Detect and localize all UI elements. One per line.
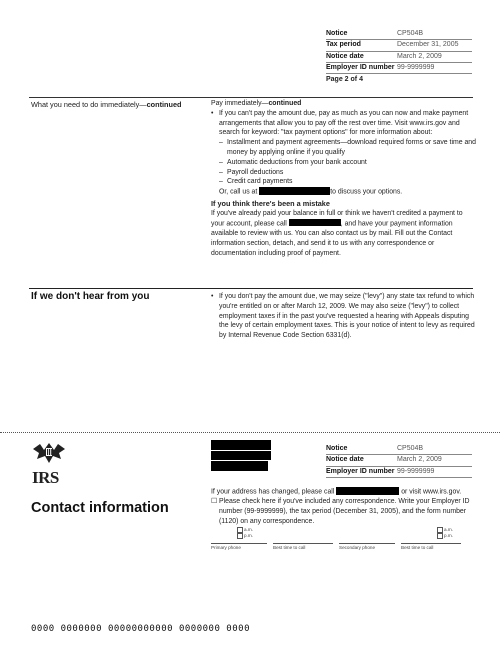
bullet-item: • If you don't pay the amount due, we may seize ("levy") any state tax refund to which you're entitled on or after March 12, 2009. We may also seize ("levy") to collect employment taxes if in the past you've requested a hearing with Appeals disputing the levy of certain employment taxes. This is your notice of intent to levy as required by Internal Revenue Code Section 6331(d). [211,293,475,340]
logo-text: IRS [32,468,59,487]
best-time-field[interactable] [401,535,461,544]
field-label: Best time to call [273,545,306,550]
section-heading: Pay immediately—continued [211,100,302,107]
redacted-address-line [211,440,271,450]
no-response-block [211,292,476,341]
best-time-field[interactable] [273,535,333,544]
bullet-item: • If you can't pay the amount due, pay as much as you can now and make payment arrangements that allow you to pay off the rest over time. Visit www.irs.gov and search for keyword: "tax payment options" for more information about: [211,109,469,137]
payment-options-list [219,138,476,197]
ampm-selector: a.m. p.m. [437,527,453,539]
secondary-phone-field[interactable] [339,535,395,544]
checkbox-icon[interactable]: ☐ [211,498,218,506]
list-item: – Installment and payment agreements—download required forms or save time and money by applying online if you qualify [219,139,476,156]
phone-fields [211,525,476,551]
section-label: If we don't hear from you [31,291,150,302]
list-item: – Credit card payments [219,178,293,186]
list-item: – Payroll deductions [219,168,284,176]
call-line: Or, call us at to discuss your options. [219,188,403,196]
redacted-phone [259,187,330,195]
notice-row: Notice CP504B [326,29,472,40]
scan-line: 0000 0000000 00000000000 0000000 0000 [31,624,250,634]
field-label: Best time to call [401,545,434,550]
notice-header-table [326,29,472,84]
section-divider [29,288,473,289]
contact-block [211,487,476,527]
notice-date-row: Notice date March 2, 2009 [326,455,472,466]
section-divider [29,97,473,98]
contact-title: Contact information [31,500,169,516]
tax-period-row: Tax period December 31, 2005 [326,40,472,51]
ampm-selector: a.m. p.m. [237,527,253,539]
eagle-icon [31,441,67,465]
page-number: Page 2 of 4 [326,76,363,84]
notice-date-row: Notice date March 2, 2009 [326,52,472,63]
list-item: – Automatic deductions from your bank account [219,158,367,166]
field-label: Primary phone [211,545,241,550]
pm-checkbox[interactable] [237,533,243,539]
redacted-address-line [211,451,271,460]
mistake-heading: If you think there's been a mistake [211,199,330,209]
section-label: What you need to do immediately—continued [31,100,182,109]
notice-row: Notice CP504B [326,444,472,455]
bullet-icon: • [211,109,214,117]
field-label: Secondary phone [339,545,376,550]
employer-id-row: Employer ID number 99-9999999 [326,467,472,478]
detach-line [0,432,500,433]
redacted-address-line [211,461,268,471]
redacted-phone [336,487,399,495]
redacted-phone [289,219,341,227]
employer-id-row: Employer ID number 99-9999999 [326,63,472,74]
contact-notice-table [326,444,472,478]
bullet-icon: • [211,293,214,300]
mistake-paragraph: If you've already paid your balance in full or think we haven't credited a payment to your account, please call , and have your payment information available to review with us. You can also contact us by mail. Fill out the Contact information section, detach, and send it to us with any correspondence or documentation including proof of payment. [211,210,463,257]
irs-logo [31,441,67,486]
pay-immediately-block [211,99,476,259]
correspondence-check: ☐ Please check here if you've included any correspondence. Write your Employer ID number (99-9999999), the tax period (December 31, 2005), and the form number (1120) on any correspondence. [211,498,470,525]
address-change-line: If your address has changed, please call or visit www.irs.gov. [211,488,462,496]
